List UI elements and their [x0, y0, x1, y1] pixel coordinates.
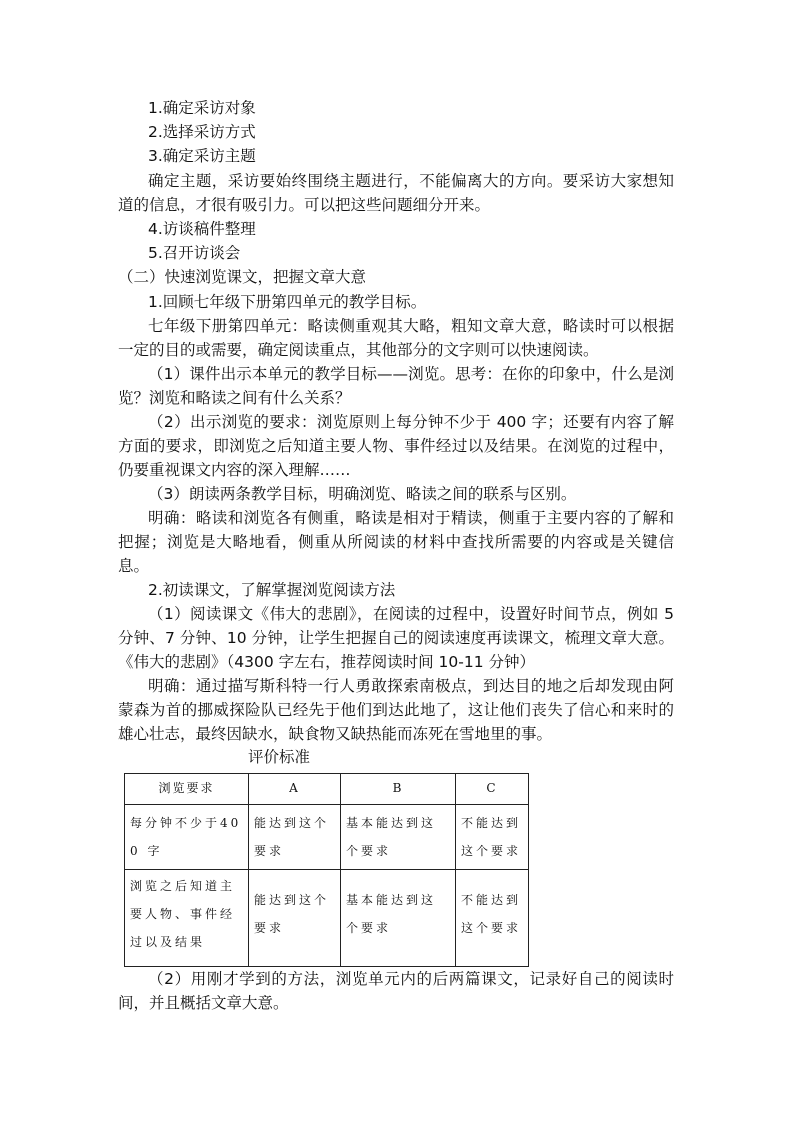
step-1: 1.确定采访对象: [148, 99, 256, 117]
paragraph-line: 息。: [118, 557, 150, 575]
paragraph-line: （3）朗读两条教学目标，明确浏览、略读之间的联系与区别。: [148, 485, 577, 503]
table-header-row: [125, 774, 529, 805]
table-cell: 能达到这个要求: [249, 805, 341, 870]
step-4: 4.访谈稿件整理: [148, 220, 256, 238]
table-row: [125, 805, 529, 870]
table-header-cell: C: [456, 774, 529, 805]
paragraph-line: 一定的目的或需要，确定阅读重点，其他部分的文字则可以快速阅读。: [118, 341, 599, 359]
paragraph-line: 道的信息，才很有吸引力。可以把这些问题细分开来。: [118, 196, 491, 214]
table-cell: 不能达到这个要求: [456, 870, 529, 967]
paragraph-line: （1）课件出示本单元的教学目标——浏览。思考：在你的印象中，什么是浏: [148, 365, 674, 383]
paragraph-line: 雄心壮志，最终因缺水，缺食物又缺热能而冻死在雪地里的事。: [118, 725, 553, 743]
table-header-cell: B: [341, 774, 456, 805]
step-3: 3.确定采访主题: [148, 147, 256, 165]
sub-heading: 2.初读课文，了解掌握浏览阅读方法: [148, 581, 396, 599]
table-cell: 每分钟不少于400 字: [125, 805, 249, 870]
step-5: 5.召开访谈会: [148, 244, 241, 262]
paragraph-line: 确定主题，采访要始终围绕主题进行，不能偏离大的方向。要采访大家想知: [148, 172, 674, 190]
paragraph-line: 方面的要求，即浏览之后知道主要人物、事件经过以及结果。在浏览的过程中，: [118, 437, 674, 455]
paragraph-line: 览？浏览和略读之间有什么关系？: [118, 389, 351, 407]
table-cell: 能达到这个要求: [249, 870, 341, 967]
section-heading: （二）快速浏览课文，把握文章大意: [118, 268, 367, 286]
table-header-cell: A: [249, 774, 341, 805]
paragraph-line: （2）用刚才学到的方法，浏览单元内的后两篇课文，记录好自己的阅读时: [148, 970, 674, 988]
paragraph-line: 蒙森为首的挪威探险队已经先于他们到达此地了，这让他们丧失了信心和来时的: [118, 701, 674, 719]
table-caption: 评价标准: [248, 748, 311, 766]
table-cell: 浏览之后知道主要人物、事件经过以及结果: [125, 870, 249, 967]
paragraph-line: 明确：通过描写斯科特一行人勇敢探索南极点，到达目的地之后却发现由阿: [148, 677, 674, 695]
step-2: 2.选择采访方式: [148, 123, 256, 141]
paragraph-line: 仍要重视课文内容的深入理解……: [118, 461, 351, 479]
sub-heading: 1.回顾七年级下册第四单元的教学目标。: [148, 293, 427, 311]
evaluation-table: [124, 773, 529, 967]
paragraph-line: 明确：略读和浏览各有侧重，略读是相对于精读，侧重于主要内容的了解和: [148, 509, 674, 527]
paragraph-line: 分钟、7 分钟、10 分钟，让学生把握自己的阅读速度再读课文，梳理文章大意。: [118, 629, 674, 647]
table-cell: 基本能达到这个要求: [341, 870, 456, 967]
table-row: [125, 870, 529, 967]
table-cell: 基本能达到这个要求: [341, 805, 456, 870]
paragraph-line: 把握；浏览是大略地看，侧重从所阅读的材料中查找所需要的内容或是关键信: [118, 533, 674, 551]
paragraph-line: （1）阅读课文《伟大的悲剧》，在阅读的过程中，设置好时间节点，例如 5: [148, 605, 674, 623]
paragraph-line: 间，并且概括文章大意。: [118, 994, 289, 1012]
paragraph-line: 七年级下册第四单元：略读侧重观其大略，粗知文章大意，略读时可以根据: [148, 317, 674, 335]
table-header-cell: 浏览要求: [125, 774, 249, 805]
paragraph-line: 《伟大的悲剧》（4300 字左右，推荐阅读时间 10-11 分钟）: [118, 653, 536, 671]
table-cell: 不能达到这个要求: [456, 805, 529, 870]
paragraph-line: （2）出示浏览的要求：浏览原则上每分钟不少于 400 字；还要有内容了解: [148, 413, 674, 431]
